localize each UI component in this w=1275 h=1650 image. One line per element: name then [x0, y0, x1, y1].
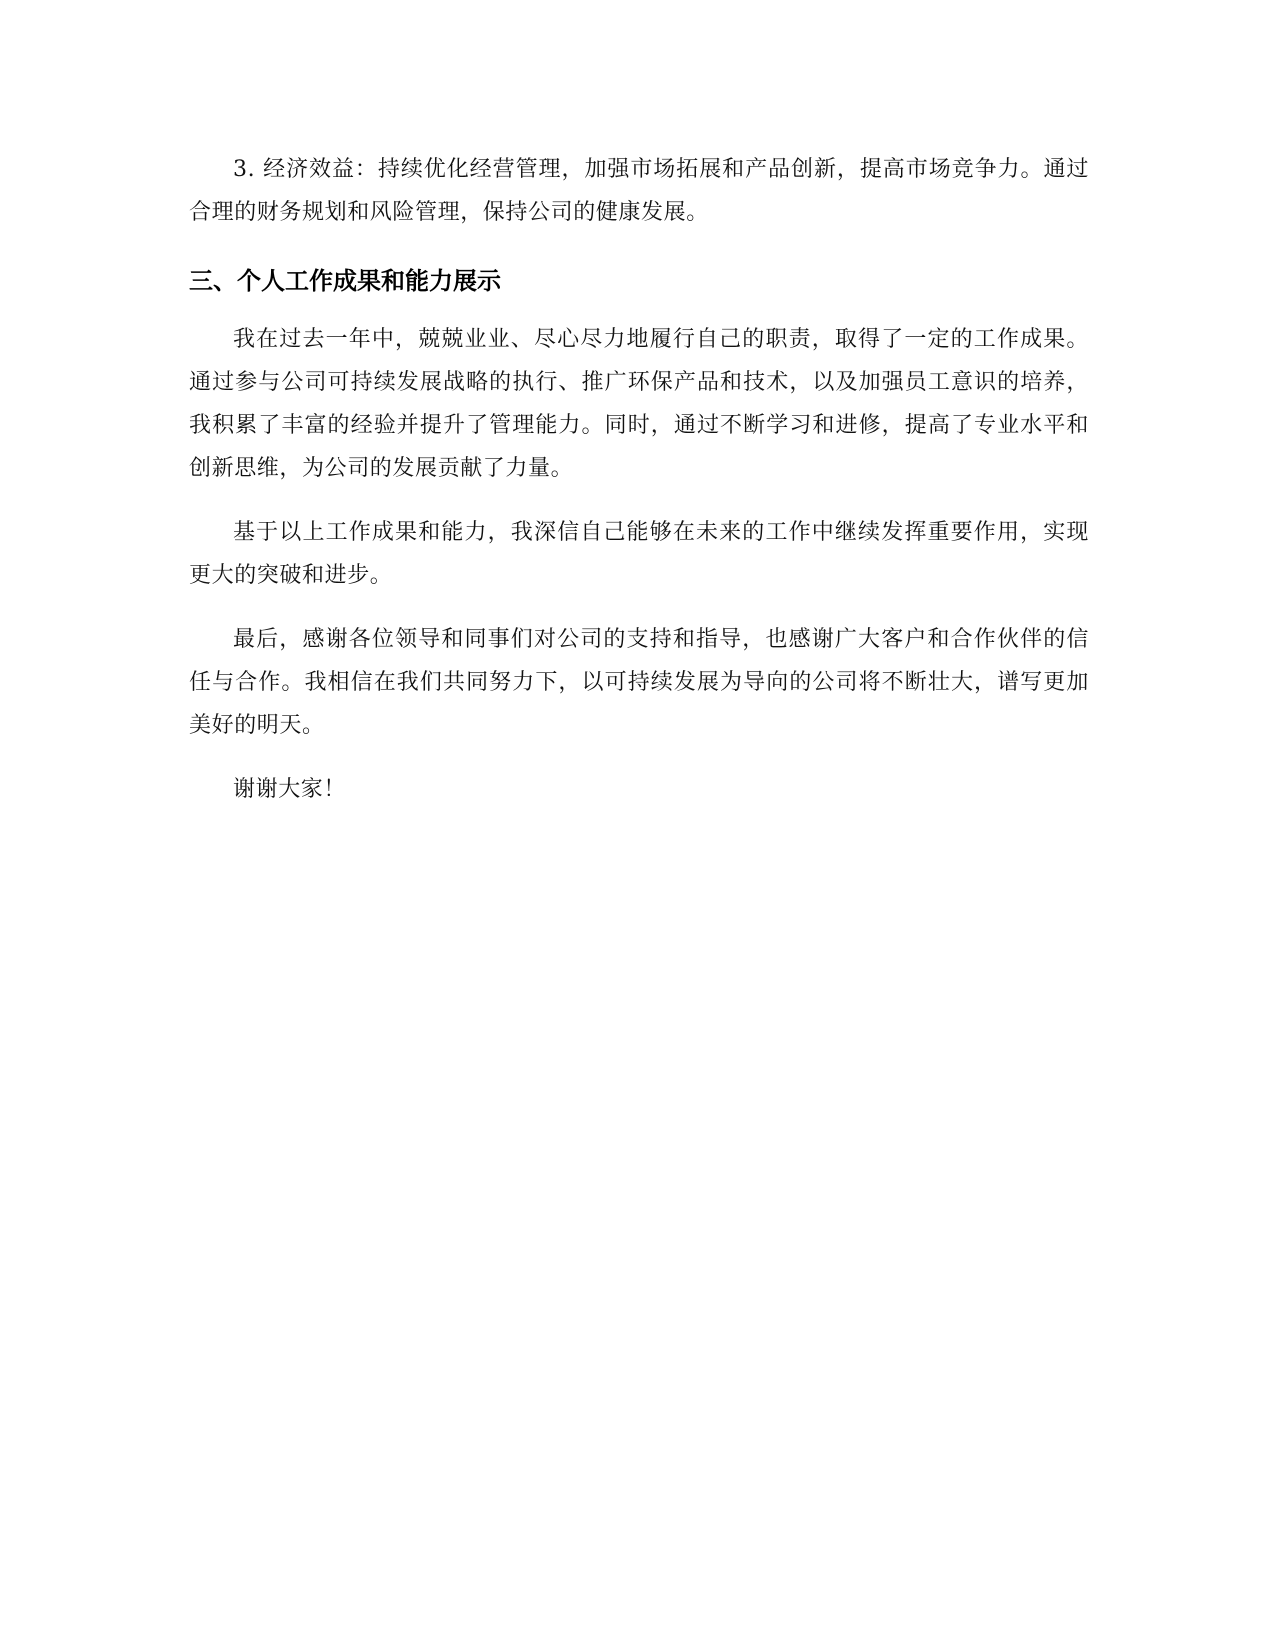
paragraph-future-outlook: 基于以上工作成果和能力，我深信自己能够在未来的工作中继续发挥重要作用，实现更大的突破和进步。	[189, 520, 1089, 588]
paragraph-work-results: 我在过去一年中，兢兢业业、尽心尽力地履行自己的职责，取得了一定的工作成果。通过参与公司可持续发展战略的执行、推广环保产品和技术，以及加强员工意识的培养，我积累了丰富的经验并提升了管理能力。同时，通过不断学习和进修，提高了专业水平和创新思维，为公司的发展贡献了力量。	[189, 327, 1089, 481]
paragraph-economic-benefits: 3. 经济效益：持续优化经营管理，加强市场拓展和产品创新，提高市场竞争力。通过合理的财务规划和风险管理，保持公司的健康发展。	[189, 157, 1089, 225]
document-body	[189, 148, 1089, 832]
paragraph-thanks: 谢谢大家！	[233, 777, 347, 802]
section-heading-personal-achievements: 三、个人工作成果和能力展示	[189, 267, 501, 295]
paragraph-acknowledgements: 最后，感谢各位领导和同事们对公司的支持和指导，也感谢广大客户和合作伙伴的信任与合作。我相信在我们共同努力下，以可持续发展为导向的公司将不断壮大，谱写更加美好的明天。	[189, 627, 1089, 738]
